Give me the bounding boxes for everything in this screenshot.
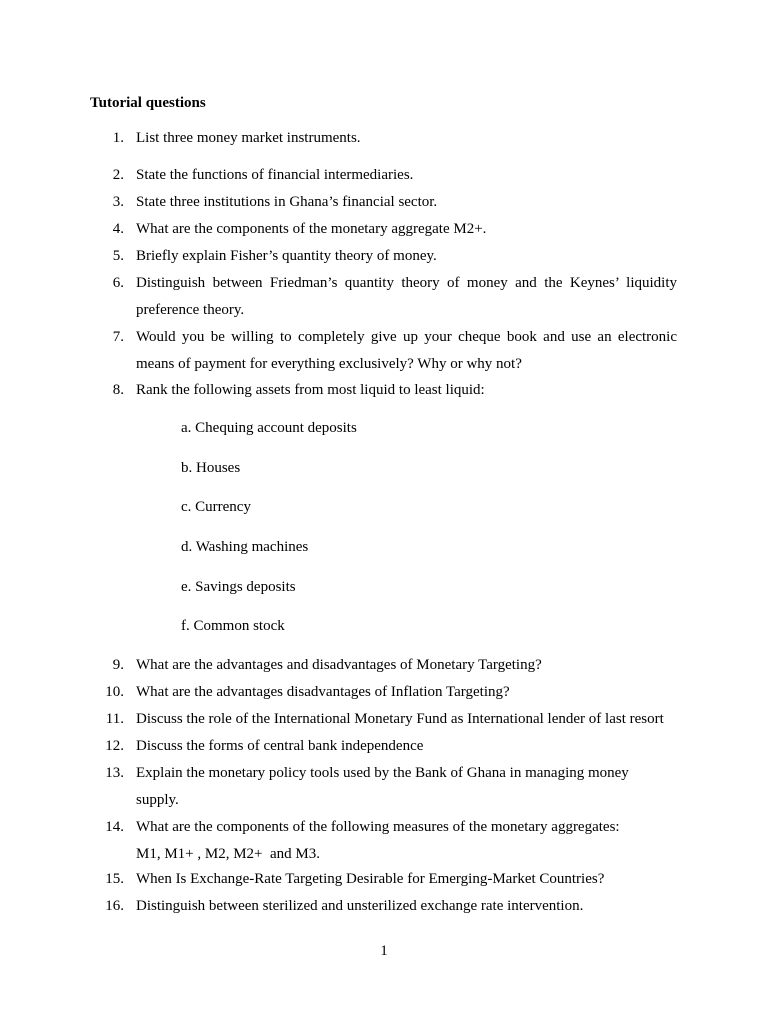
question-number: 4. [112,221,124,237]
question-text-line2: M1, M1+ , M2, M2+ and M3. [136,846,321,862]
asset-list-item: c. Currency [181,499,251,515]
question-text: Rank the following assets from most liquid to least liquid: [136,382,485,398]
question-text: What are the components of the monetary aggregate M2+. [136,221,487,237]
question-number: 15. [105,871,124,887]
question-number: 16. [105,898,124,914]
question-text: Explain the monetary policy tools used by the Bank of Ghana in managing money [136,765,629,781]
asset-list-item: e. Savings deposits [181,579,296,595]
question-text-line2: supply. [136,792,179,808]
question-text: Briefly explain Fisher’s quantity theory of money. [136,248,437,264]
question-text: Would you be willing to completely give up your cheque book and use an electronic means of payment for everything exclusively? Why or why not? [136,329,677,372]
question-text: State three institutions in Ghana’s financial sector. [136,194,438,210]
question-text: State the functions of financial intermediaries. [136,167,414,183]
question-text: When Is Exchange-Rate Targeting Desirable for Emerging-Market Countries? [136,871,605,887]
question-number: 12. [105,738,124,754]
question-text: List three money market instruments. [136,130,361,146]
question-number: 3. [112,194,124,210]
question-text: Distinguish between Friedman’s quantity theory of money and the Keynes’ liquidity preference theory. [136,275,677,318]
question-text: What are the components of the following measures of the monetary aggregates: [136,819,620,835]
question-text: What are the advantages disadvantages of Inflation Targeting? [136,684,510,700]
question-number: 6. [112,275,124,291]
question-number: 14. [105,819,124,835]
asset-list-item: f. Common stock [181,618,285,634]
question-number: 13. [105,765,124,781]
asset-list-item: b. Houses [181,460,241,476]
page-number: 1 [380,943,388,959]
question-text: Discuss the forms of central bank independence [136,738,424,754]
question-text: What are the advantages and disadvantages of Monetary Targeting? [136,657,542,673]
question-text: Discuss the role of the International Monetary Fund as International lender of last resort [136,711,664,727]
asset-list-item: d. Washing machines [181,539,309,555]
question-number: 7. [112,329,124,345]
question-number: 1. [112,130,124,146]
page-heading: Tutorial questions [90,95,206,111]
question-number: 10. [105,684,124,700]
question-number: 11. [105,711,124,727]
question-number: 2. [112,167,124,183]
question-text: Distinguish between sterilized and unsterilized exchange rate intervention. [136,898,584,914]
asset-list-item: a. Chequing account deposits [181,420,357,436]
question-number: 8. [112,382,124,398]
question-number: 9. [112,657,124,673]
question-number: 5. [112,248,124,264]
